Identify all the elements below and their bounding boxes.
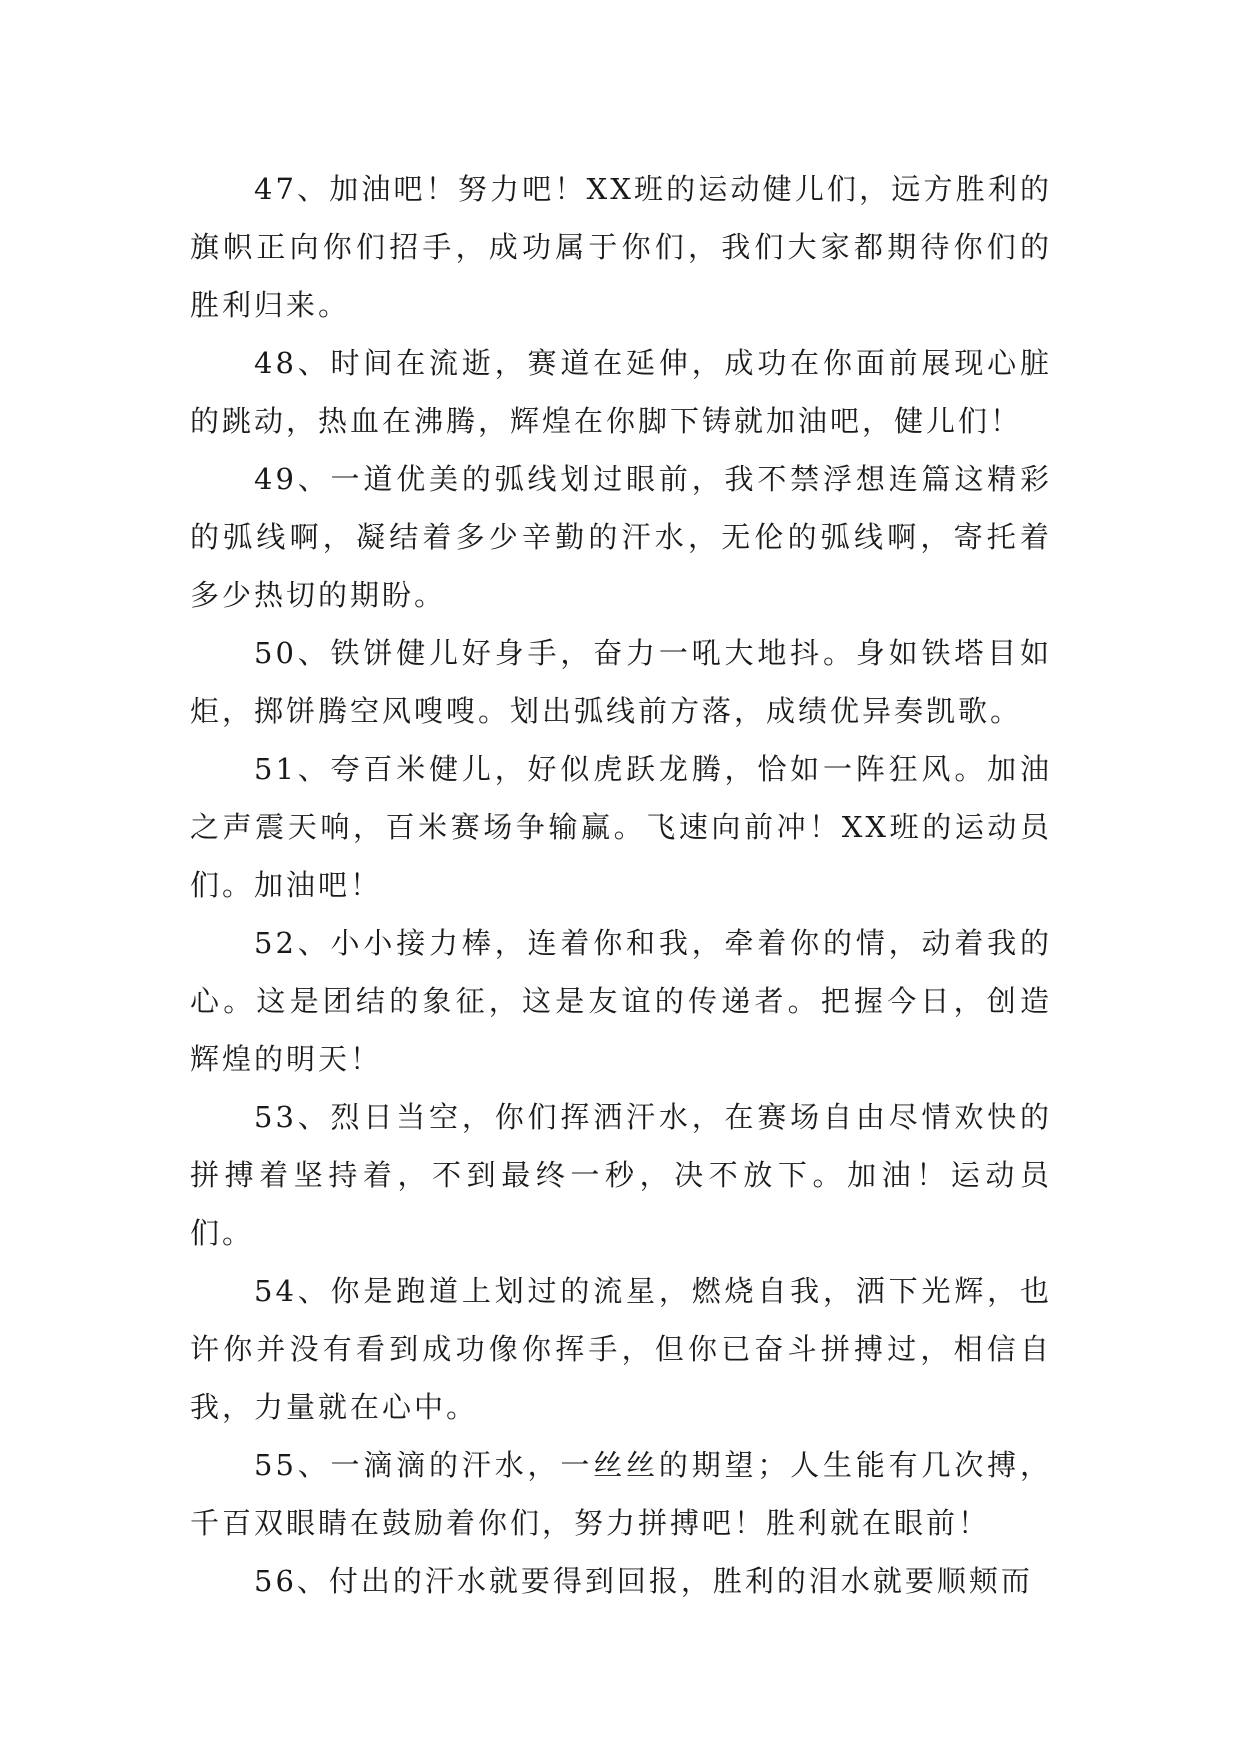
paragraph-56: 56、付出的汗水就要得到回报，胜利的泪水就要顺颊而 (254, 1564, 1033, 1598)
paragraph-50: 50、铁饼健儿好身手，奋力一吼大地抖。身如铁塔目如炬，掷饼腾空风嗖嗖。划出弧线前方落，成绩优异奏凯歌。 (190, 636, 1052, 728)
paragraph-52: 52、小小接力棒，连着你和我，牵着你的情，动着我的心。这是团结的象征，这是友谊的传递者。把握今日，创造辉煌的明天！ (190, 926, 1052, 1076)
paragraph-53: 53、烈日当空，你们挥洒汗水，在赛场自由尽情欢快的拼搏着坚持着，不到最终一秒，决不放下。加油！运动员们。 (190, 1100, 1052, 1250)
paragraph-51: 51、夸百米健儿，好似虎跃龙腾，恰如一阵狂风。加油之声震天响，百米赛场争输赢。飞速向前冲！XX班的运动员们。加油吧！ (190, 752, 1052, 902)
paragraph-54: 54、你是跑道上划过的流星，燃烧自我，洒下光辉，也许你并没有看到成功像你挥手，但你已奋斗拼搏过，相信自我，力量就在心中。 (190, 1274, 1052, 1424)
paragraph-49: 49、一道优美的弧线划过眼前，我不禁浮想连篇这精彩的弧线啊，凝结着多少辛勤的汗水，无伦的弧线啊，寄托着多少热切的期盼。 (190, 462, 1052, 612)
paragraph-48: 48、时间在流逝，赛道在延伸，成功在你面前展现心脏的跳动，热血在沸腾，辉煌在你脚下铸就加油吧，健儿们！ (190, 346, 1052, 438)
paragraph-47: 47、加油吧！努力吧！XX班的运动健儿们，远方胜利的旗帜正向你们招手，成功属于你们，我们大家都期待你们的胜利归来。 (190, 172, 1052, 322)
document-body (190, 160, 1052, 1610)
paragraph-55: 55、一滴滴的汗水，一丝丝的期望；人生能有几次搏，千百双眼睛在鼓励着你们，努力拼搏吧！胜利就在眼前！ (190, 1448, 1052, 1540)
